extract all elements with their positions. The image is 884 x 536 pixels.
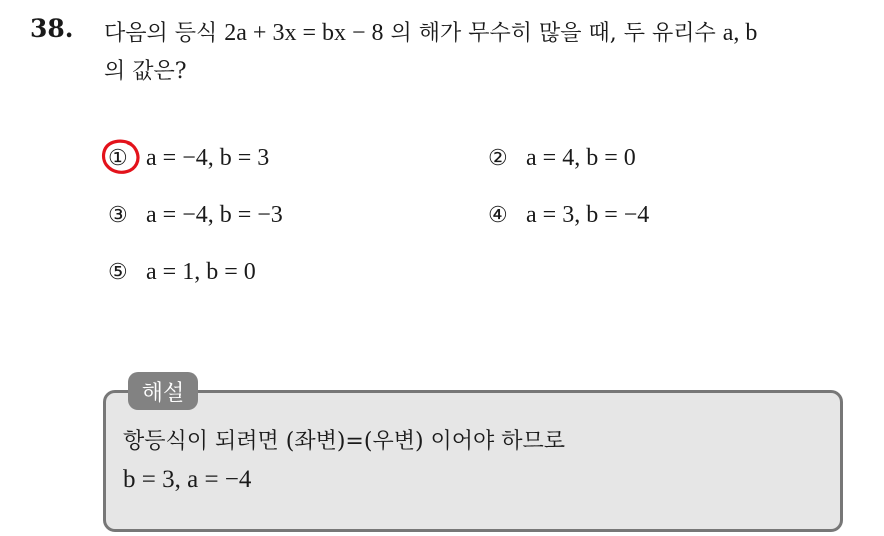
solution-box: [103, 390, 843, 532]
choice-text: a = −4, b = 3: [146, 144, 270, 171]
question-suffix: 의 해가 무수히 많을 때, 두 유리수: [383, 21, 723, 46]
choice-number: ②: [488, 145, 508, 171]
question-line-1: [104, 16, 757, 47]
choice-5[interactable]: [108, 257, 256, 287]
choice-number: ①: [108, 145, 128, 171]
choice-text: a = 3, b = −4: [526, 201, 650, 228]
solution-text: 항등식이 되려면 (좌변)=(우변) 이어야 하므로: [123, 429, 566, 454]
question-line-2: 의 값은?: [104, 59, 187, 84]
solution-answer: b = 3, a = −4: [123, 466, 252, 493]
choice-text: a = 4, b = 0: [526, 144, 636, 171]
question-equation: 2a + 3x = bx − 8: [224, 20, 384, 46]
choice-number: ⑤: [108, 259, 128, 285]
choice-3[interactable]: [108, 200, 283, 230]
choice-2[interactable]: [488, 143, 636, 173]
question-vars: a, b: [722, 20, 758, 46]
question-number: 38.: [30, 14, 74, 43]
choice-4[interactable]: [488, 200, 649, 230]
choice-text: a = 1, b = 0: [146, 258, 256, 285]
choice-text: a = −4, b = −3: [146, 201, 283, 228]
solution-tag: 해설: [128, 372, 198, 410]
choice-number: ④: [488, 202, 508, 228]
answer-circle-mark-icon: [101, 138, 143, 176]
question-prefix: 다음의 등식: [104, 21, 225, 46]
choice-number: ③: [108, 202, 128, 228]
